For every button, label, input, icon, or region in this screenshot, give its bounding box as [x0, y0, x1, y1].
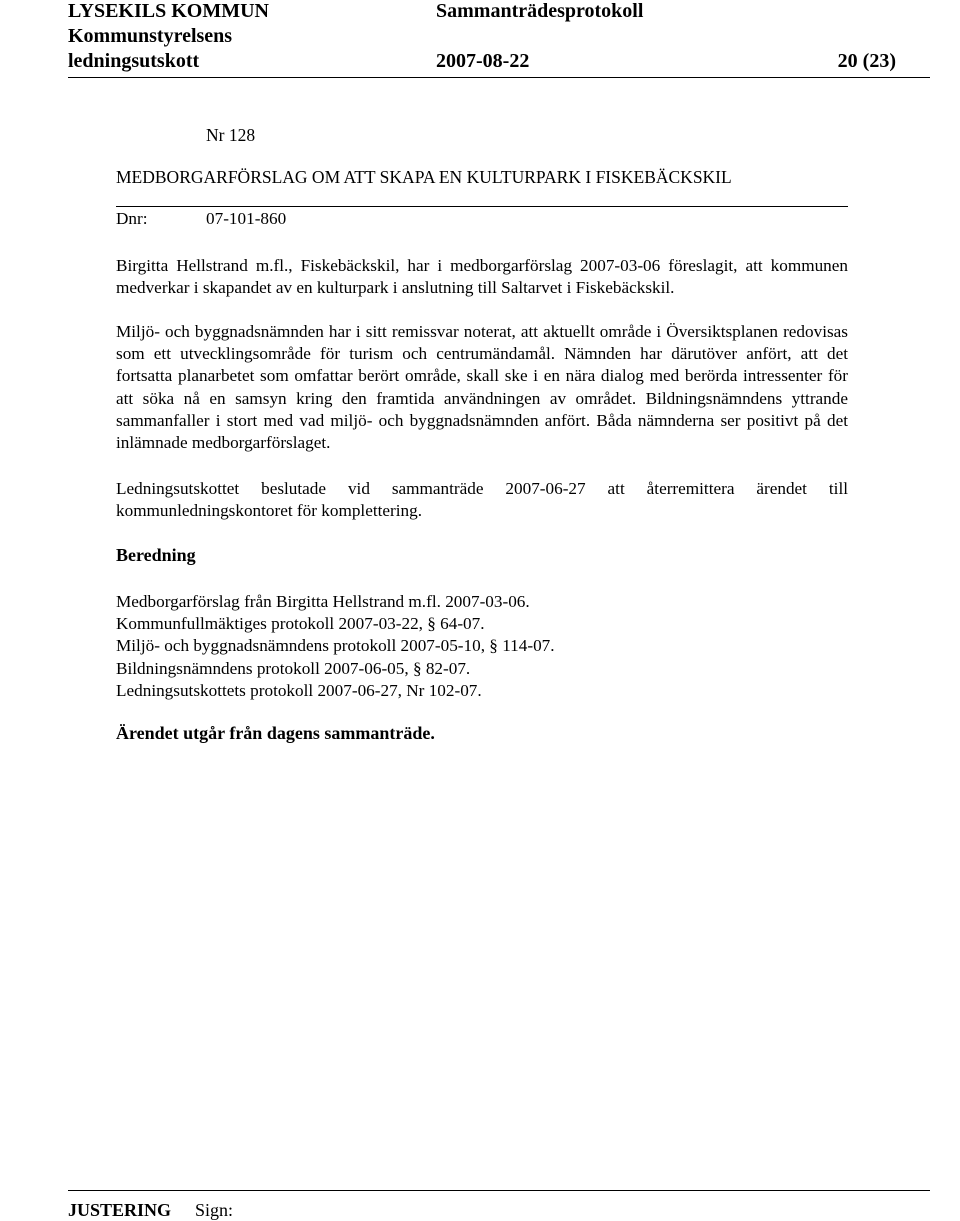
- reference-item: Bildningsnämndens protokoll 2007-06-05, § 82-07.: [116, 658, 471, 678]
- committee-name: Kommunstyrelsens: [68, 25, 233, 47]
- footer: [68, 1200, 233, 1221]
- dnr-label: Dnr:: [116, 209, 148, 228]
- dnr-line: [116, 208, 286, 230]
- header-divider: [68, 77, 930, 78]
- paragraph-decision: Ledningsutskottet beslutade vid sammanträde 2007-06-27 att återremittera ärendet till kommunledningskontoret för komplettering.: [116, 479, 848, 521]
- reference-item: Kommunfullmäktiges protokoll 2007-03-22, § 64-07.: [116, 614, 485, 634]
- page-number: 20 (23): [837, 50, 896, 72]
- organization-name: LYSEKILS KOMMUN: [68, 0, 269, 22]
- paragraph-proposal: Birgitta Hellstrand m.fl., Fiskebäckskil, har i medborgarförslag 2007-03-06 föreslagit, att kommunen medverkar i skapandet av en kulturpark i anslutning till Saltarvet i Fiskebäckskil.: [116, 256, 848, 298]
- justering-label: JUSTERING: [68, 1200, 172, 1220]
- reference-item: Ledningsutskottets protokoll 2007-06-27, Nr 102-07.: [116, 680, 482, 700]
- sub-committee-name: ledningsutskott: [68, 50, 200, 72]
- reference-list: [116, 591, 848, 702]
- paragraph-remiss: Miljö- och byggnadsnämnden har i sitt remissvar noterat, att aktuellt område i Översiktsplanen redovisas som ett utvecklingsområde för turism och centrumändamål. Nämnden har därutöver anfört, att det fortsatta planarbetet som omfattar berört område, skall ske i en nära dialog med berörda intressenter för att söka nå en samsyn kring den framtida användningen av området. Bildningsnämndens yttrande sammanfaller i stort med vad miljö- och byggnadsnämnden anfört. Båda nämnderna ser positivt på det inlämnade medborgarförslaget.: [116, 322, 848, 453]
- meeting-date: 2007-08-22: [436, 50, 530, 72]
- conclusion: Ärendet utgår från dagens sammanträde.: [116, 723, 435, 743]
- document-type: Sammanträdesprotokoll: [436, 0, 644, 22]
- reference-item: Medborgarförslag från Birgitta Hellstrand m.fl. 2007-03-06.: [116, 592, 530, 611]
- case-title: MEDBORGARFÖRSLAG OM ATT SKAPA EN KULTURPARK I FISKEBÄCKSKIL: [116, 167, 732, 187]
- sign-label: Sign:: [195, 1200, 234, 1220]
- section-heading: Beredning: [116, 545, 196, 565]
- reference-item: Miljö- och byggnadsnämndens protokoll 2007-05-10, § 114-07.: [116, 636, 555, 656]
- title-divider: [116, 206, 848, 207]
- dnr-value: 07-101-860: [206, 209, 287, 228]
- item-number: Nr 128: [206, 125, 256, 145]
- footer-divider: [68, 1190, 930, 1191]
